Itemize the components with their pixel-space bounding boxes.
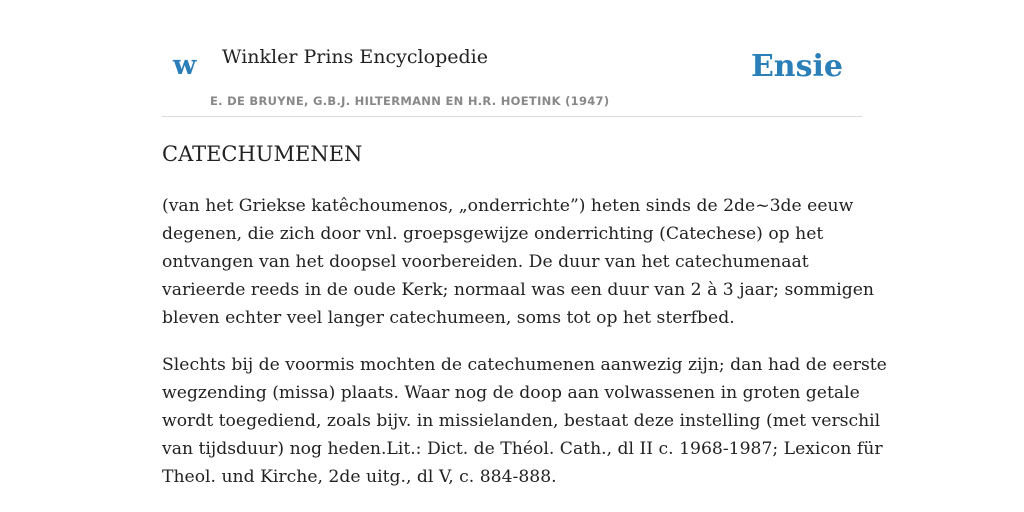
- brand-logo[interactable]: Ensie: [750, 49, 843, 84]
- paragraph-line: bleven echter veel langer catechumeen, soms tot op het sterfbed.: [162, 308, 735, 328]
- article: [162, 140, 887, 491]
- paragraph-line: varieerde reeds in de oude Kerk; normaal was een duur van 2 à 3 jaar; sommigen: [162, 280, 874, 300]
- paragraph-line: ontvangen van het doopsel voorbereiden. De duur van het catechumenaat: [162, 252, 809, 272]
- paragraph-line: Theol. und Kirche, 2de uitg., dl V, c. 884-888.: [162, 467, 557, 487]
- paragraph-line: Slechts bij de voormis mochten de catechumenen aanwezig zijn; dan had de eerste: [162, 355, 887, 375]
- paragraph-line: wegzending (missa) plaats. Waar nog de doop aan volwassenen in groten getale: [162, 383, 860, 403]
- publication-authors: E. DE BRUYNE, G.B.J. HILTERMANN EN H.R. HOETINK (1947): [210, 94, 610, 108]
- site-header: [162, 0, 862, 117]
- publication-logo[interactable]: w: [173, 50, 197, 81]
- article-title: CATECHUMENEN: [162, 142, 363, 166]
- paragraph-line: (van het Griekse katêchoumenos, „onderrichte”) heten sinds de 2de~3de eeuw: [162, 196, 854, 216]
- publication-title[interactable]: Winkler Prins Encyclopedie: [222, 46, 488, 68]
- paragraph-line: degenen, die zich door vnl. groepsgewijze onderrichting (Catechese) op het: [162, 224, 824, 244]
- paragraph-line: van tijdsduur) nog heden.Lit.: Dict. de Théol. Cath., dl II c. 1968-1987; Lexicon für: [162, 439, 883, 459]
- paragraph-line: wordt toegediend, zoals bijv. in missielanden, bestaat deze instelling (met verschil: [162, 411, 881, 431]
- article-paragraph: [162, 351, 887, 491]
- article-paragraph: [162, 192, 874, 332]
